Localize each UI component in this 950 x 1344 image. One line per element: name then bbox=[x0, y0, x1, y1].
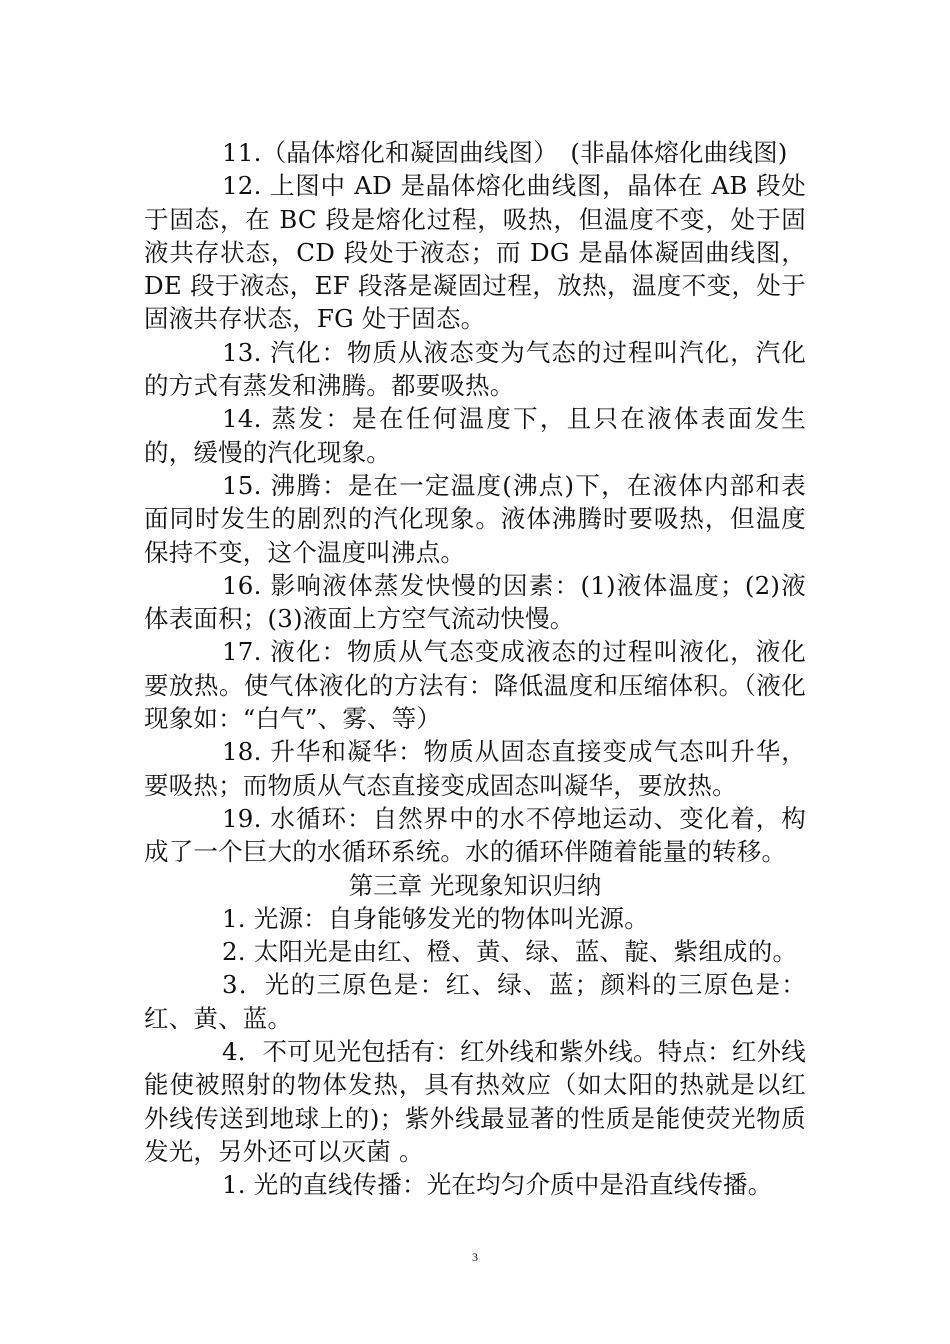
document-body bbox=[144, 136, 806, 1202]
paragraph-19: 19. 水循环：自然界中的水不停地运动、变化着，构成了一个巨大的水循环系统。水的循环伴随着能量的转移。 bbox=[144, 803, 806, 867]
chapter-paragraph-sunlight: 2. 太阳光是由红、橙、黄、绿、蓝、靛、紫组成的。 bbox=[222, 937, 798, 967]
chapter-paragraph-invisible-light: 4．不可见光包括有：红外线和紫外线。特点：红外线能使被照射的物体发热，具有热效应（如太阳的热就是以红外线传送到地球上的)；紫外线最显著的性质是能使荧光物质发光，另外还可以灭菌 。 bbox=[144, 1037, 806, 1166]
chapter-paragraph-linear-propagation: 1. 光的直线传播：光在均匀介质中是沿直线传播。 bbox=[222, 1170, 773, 1200]
chapter-paragraph-light-source: 1. 光源：自身能够发光的物体叫光源。 bbox=[222, 903, 649, 933]
paragraph-11: 11.（晶体熔化和凝固曲线图） (非晶体熔化曲线图) bbox=[222, 138, 788, 167]
paragraph-12: 12. 上图中 AD 是晶体熔化曲线图，晶体在 AB 段处于固态，在 BC 段是熔化过程，吸热，但温度不变，处于固液共存状态，CD 段处于液态；而 DG 是晶体凝固曲线图，DE 段于液态，EF 段落是凝固过程，放热，温度不变，处于固液共存状态，FG 处于固态。 bbox=[144, 171, 806, 334]
paragraph-17: 17. 液化：物质从气态变成液态的过程叫液化，液化要放热。使气体液化的方法有：降低温度和压缩体积。（液化现象如：“白气”、雾、等） bbox=[144, 637, 806, 734]
paragraph-14: 14. 蒸发：是在任何温度下，且只在液体表面发生的，缓慢的汽化现象。 bbox=[144, 404, 806, 467]
paragraph-15: 15. 沸腾：是在一定温度(沸点)下，在液体内部和表面同时发生的剧烈的汽化现象。液体沸腾时要吸热，但温度保持不变，这个温度叫沸点。 bbox=[144, 470, 806, 567]
chapter-heading: 第三章 光现象知识归纳 bbox=[348, 870, 602, 900]
page-number: 3 bbox=[472, 1250, 478, 1264]
chapter-paragraph-primary-colors: 3．光的三原色是：红、绿、蓝；颜料的三原色是：红、黄、蓝。 bbox=[144, 970, 806, 1033]
paragraph-18: 18. 升华和凝华：物质从固态直接变成气态叫升华，要吸热；而物质从气态直接变成固态叫凝华，要放热。 bbox=[144, 737, 806, 800]
paragraph-13: 13. 汽化：物质从液态变为气态的过程叫汽化，汽化的方式有蒸发和沸腾。都要吸热。 bbox=[144, 337, 806, 401]
paragraph-16: 16. 影响液体蒸发快慢的因素：(1)液体温度；(2)液体表面积；(3)液面上方空气流动快慢。 bbox=[144, 570, 806, 634]
